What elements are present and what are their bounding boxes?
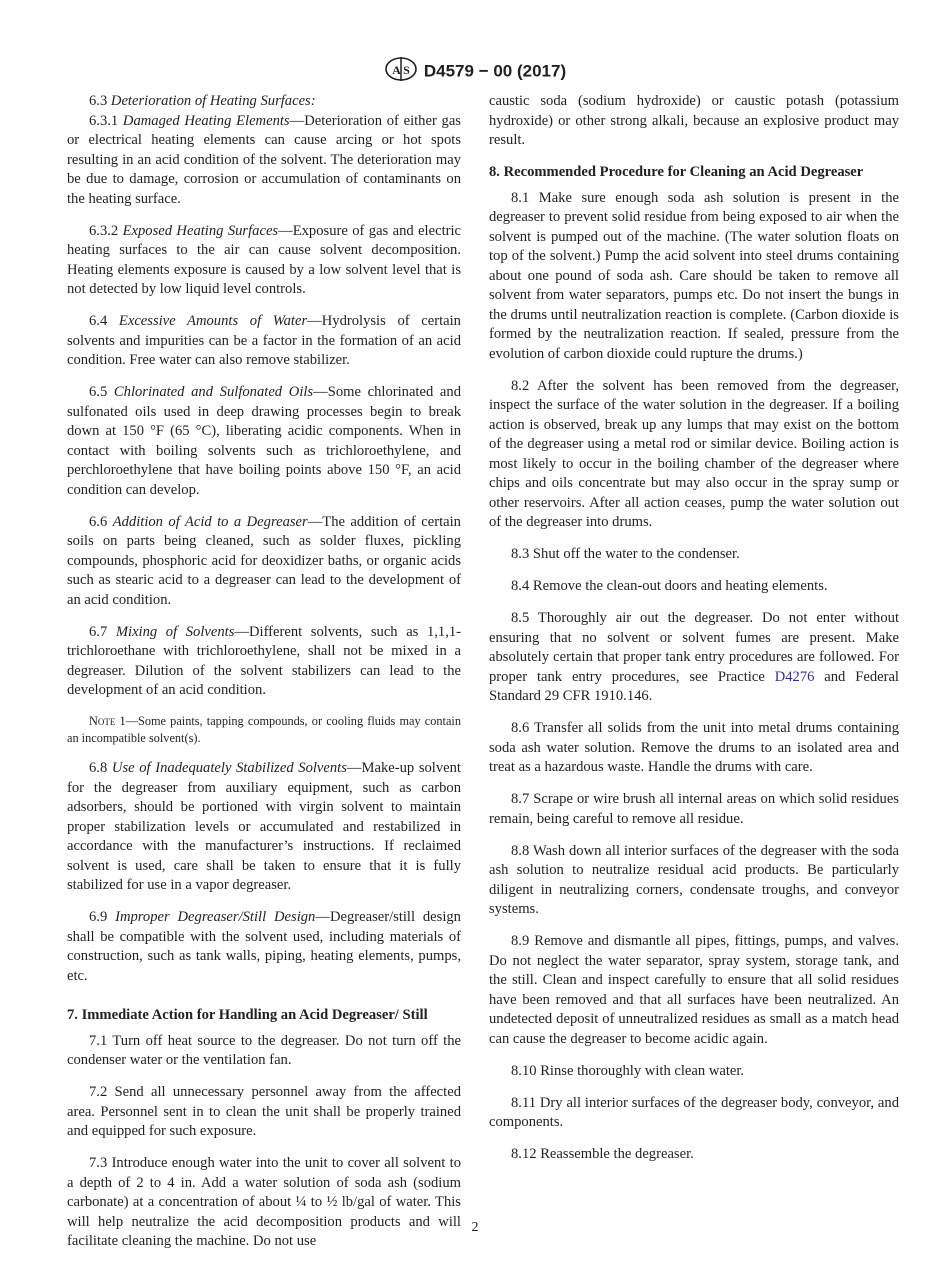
- right-column: [489, 92, 899, 1177]
- paragraph-6-3-1: 6.3.1 Damaged Heating Elements—Deterioration of either gas or electrical heating elements can cause arcing or hot spots resulting in an acid condition of the solvent. The deterioration may be due to damage, corrosion or accumulation of contaminants on the heating surface.: [67, 112, 461, 207]
- paragraph-6-5: 6.5 Chlorinated and Sulfonated Oils—Some chlorinated and sulfonated oils used in deep drawing processes begin to break down at 150 °F (65 °C), liberating acidic components. When in contact with boiling solvents such as trichloroethylene, and perchloroethylene that have boiling points above 150 °F, an acid condition can develop.: [67, 384, 461, 498]
- paragraph-7-3-continued: caustic soda (sodium hydroxide) or caustic potash (potassium hydroxide) or other strong alkali, because an explosive product may result.: [489, 93, 899, 148]
- d4276-link[interactable]: D4276: [774, 668, 815, 685]
- paragraph-8-11: 8.11 Dry all interior surfaces of the degreaser body, conveyor, and components.: [489, 1094, 899, 1130]
- paragraph-6-7: 6.7 Mixing of Solvents—Different solvents, such as 1,1,1-trichloroethane with trichloroethylene, shall not be mixed in a degreaser. Dilution of the solvent stabilizers can lead to the development of an acid condition.: [67, 623, 462, 698]
- paragraph-8-6: 8.6 Transfer all solids from the unit into metal drums containing soda ash water solution. Remove the drums to an isolated area and treat as a hazardous waste. Handle the drums with care.: [489, 720, 899, 775]
- page-header: [0, 56, 950, 87]
- paragraph-8-5: 8.5 Thoroughly air out the degreaser. Do not enter without ensuring that no solvent or solvent fumes are present. Make absolutely certain that proper tank entry procedures are followed. For proper tank entry procedures, see Practice D4276 and Federal Standard 29 CFR 1910.146.: [489, 610, 899, 704]
- paragraph-6-6: 6.6 Addition of Acid to a Degreaser—The addition of certain soils on parts being cleaned, such as solder fluxes, pickling compounds, phosphoric acid for deoxidizer baths, or organic acids such as stearic acid to a degreaser can lead to the development of an acid condition.: [67, 513, 461, 608]
- note-1: Note 1—Some paints, tapping compounds, or cooling fluids may contain an incompatible solvent(s).: [67, 714, 461, 745]
- paragraph-7-1: 7.1 Turn off heat source to the degreaser. Do not turn off the condenser water or the ventilation fan.: [67, 1032, 462, 1068]
- svg-text:A S: A S: [392, 63, 410, 77]
- paragraph-8-9: 8.9 Remove and dismantle all pipes, fittings, pumps, and valves. Do not neglect the water separator, spray system, storage tank, and the still. Clean and inspect carefully to ensure that all solid residues have been removed and that all surfaces have been neutralized. An undetected deposit of unneutralized residues as small as a match head can cause the degreaser to become acidic again.: [489, 933, 899, 1047]
- section-7-heading: 7. Immediate Action for Handling an Acid Degreaser/ Still: [67, 1007, 428, 1023]
- paragraph-8-1: 8.1 Make sure enough soda ash solution is present in the degreaser to prevent solid residue from being exposed to air when the solvent is pumped out of the machine. (The water solution floats on top of the solvent.) Pump the acid solvent into steel drums containing about one pound of soda ash. Care should be taken to remove all solvent from water separators, pumps etc. Do not insert the bungs in the drums until neutralization reaction is complete. (Carbon dioxide is formed by the neutralization reaction. If sealed, pressure from the evolution of carbon dioxide could rupture the drums.): [489, 189, 899, 362]
- paragraph-8-8: 8.8 Wash down all interior surfaces of the degreaser with the soda ash solution to neutralize residual acid products. Be particularly diligent in neutralizing corners, condensate troughs, and conveyor systems.: [489, 842, 899, 917]
- paragraph-8-12: 8.12 Reassemble the degreaser.: [511, 1146, 694, 1162]
- paragraph-7-3: 7.3 Introduce enough water into the unit to cover all solvent to a depth of 2 to 4 in. Add a water solution of soda ash (sodium carbonate) at a concentration of about ¼ to ½ lb/gal of water. This will help neutralize the acid decomposition products and will facilitate cleaning the machine. Do not use: [67, 1155, 461, 1249]
- paragraph-7-2: 7.2 Send all unnecessary personnel away from the affected area. Personnel sent in to clean the unit shall be properly trained and equipped for such exposure.: [67, 1084, 461, 1139]
- astm-logo-icon: [384, 56, 418, 87]
- paragraph-8-3: 8.3 Shut off the water to the condenser.: [511, 546, 740, 562]
- left-column: [67, 92, 461, 1264]
- paragraph-6-4: 6.4 Excessive Amounts of Water—Hydrolysis of certain solvents and impurities can be a factor in the formation of an acid condition. Free water can also remove stabilizer.: [67, 313, 461, 368]
- paragraph-8-2: 8.2 After the solvent has been removed from the degreaser, inspect the surface of the water solution in the degreaser. If a boiling action is observed, break up any lumps that may exist on the bottom of the degreaser using a metal rod or similar device. Boiling action is most likely to occur in the boiling chamber of the degreaser where chips and oils concentrate but may also occur in the spray sump or other reservoirs. After all action ceases, pump the water solution out of the degreaser into drums.: [489, 377, 899, 530]
- paragraph-8-4: 8.4 Remove the clean-out doors and heating elements.: [511, 578, 828, 594]
- paragraph-6-8: 6.8 Use of Inadequately Stabilized Solvents—Make-up solvent for the degreaser from auxiliary equipment, such as carbon adsorbers, should be portioned with virgin solvent to maintain proper stabilization levels or accumulated and restabilized in accordance with the manufacturer’s instructions. If reclaimed solvent is used, care shall be taken to ensure that it is fully stabilized for use in a vapor degreaser.: [67, 760, 461, 893]
- paragraph-6-9: 6.9 Improper Degreaser/Still Design—Degreaser/still design shall be compatible with the solvent used, including materials of construction, such as tank walls, piping, heating elements, pumps, etc.: [67, 909, 461, 984]
- page-number: 2: [471, 1220, 479, 1235]
- section-8-heading: 8. Recommended Procedure for Cleaning an Acid Degreaser: [489, 164, 864, 180]
- paragraph-8-7: 8.7 Scrape or wire brush all internal areas on which solid residues remain, being careful to remove all residue.: [489, 791, 899, 827]
- paragraph-6-3: 6.3 Deterioration of Heating Surfaces:: [89, 93, 316, 109]
- document-designation: D4579 − 00 (2017): [423, 61, 567, 81]
- paragraph-8-10: 8.10 Rinse thoroughly with clean water.: [511, 1062, 745, 1079]
- paragraph-6-3-2: 6.3.2 Exposed Heating Surfaces—Exposure of gas and electric heating surfaces to the air can cause solvent decomposition. Heating elements exposure is caused by a low solvent level that is not detected by low liquid level controls.: [67, 222, 462, 297]
